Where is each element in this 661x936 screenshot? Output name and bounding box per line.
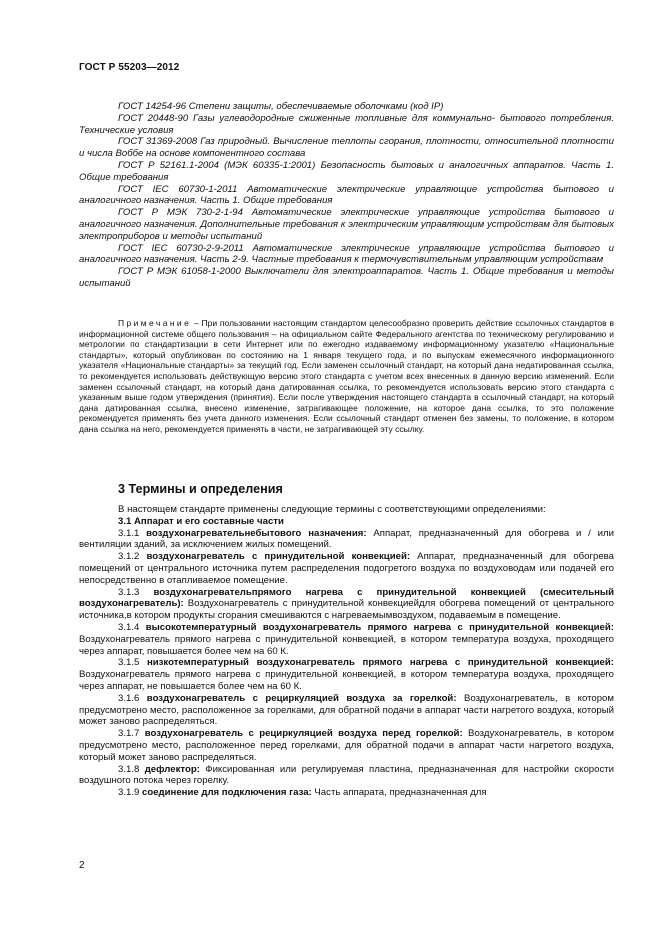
- term-name: воздухонагреватель с рециркуляцией воздуха перед горелкой:: [144, 728, 463, 740]
- term-definition: [79, 528, 614, 552]
- section-intro: В настоящем стандарте применены следующие термины с соответствующими определениями:: [118, 504, 546, 515]
- term-text: Воздухонагреватель, в котором предусмотрено место, расположенное перед горелками, для обратной подачи в аппарат части нагретого воздуха, который может заново распределяться.: [79, 728, 614, 763]
- term-number: 3.1.5: [118, 657, 147, 669]
- term-text: Аппарат, предназначенный для обогрева и / или вентиляции зданий, за исключением жилых помещений.: [79, 527, 614, 551]
- reference-item: ГОСТ Р 52161.1-2004 (МЭК 60335-1:2001) Безопасность бытовых и аналогичных аппаратов. Часть 1. Общие требования: [79, 159, 614, 183]
- term-definition: [79, 587, 614, 622]
- term-number: 3.1.3: [118, 586, 154, 598]
- reference-item: ГОСТ 20448-90 Газы углеводородные сжиженные топливные для коммунально- бытового потребления. Технические условия: [79, 112, 614, 136]
- note-label: Примечание: [118, 318, 192, 328]
- reference-item: ГОСТ IEC 60730-2-9-2011 Автоматические электрические управляющие устройства бытового и аналогичного назначения. Часть 2-9. Частные требования к термочувствительным управляющим устройствам: [79, 242, 614, 266]
- reference-item: ГОСТ Р МЭК 730-2-1-94 Автоматические электрические управляющие устройства бытового и аналогичного назначения. Дополнительные требования к электрическим управляющим устройствам для бытовых электроприборов и методы испытаний: [79, 207, 614, 242]
- term-text: Аппарат, предназначенный для обогрева помещений от центрального источника путем распределения подогретого воздуха по воздуховодам или подачей его непосредственно в отапливаемое помещение.: [79, 551, 614, 586]
- reference-item: ГОСТ 31369-2008 Газ природный. Вычисление теплоты сгорания, плотности, относительной плотности и числа Воббе на основе компонентного состава: [79, 136, 614, 160]
- section-title: 3 Термины и определения: [118, 482, 283, 496]
- term-name: воздухонагревательпрямого нагрева с принудительной конвекцией (смесительный воздухонагреватель):: [79, 586, 614, 610]
- reference-item: ГОСТ 14254-96 Степени защиты, обеспечиваемые оболочками (код IP): [118, 101, 444, 112]
- term-name: воздухонагреватель с рециркуляцией воздуха за горелкой:: [146, 692, 457, 704]
- term-text: Воздухонагреватель, в котором предусмотрено место, расположенное за горелками, для обратной подачи в аппарат части нагретого воздуха, который может заново распределяться.: [79, 692, 614, 728]
- term-text: Воздухонагреватель прямого нагрева с принудительной конвекцией, в котором температура воздуха, проходящего через аппарат, не повышается более чем на 60 К.: [79, 669, 614, 692]
- note-text: – При пользовании настоящим стандартом целесообразно проверить действие ссылочных стандартов в информационной системе общего пользования – на официальном сайте Федерального агентства по техническому регулированию и метрологии по стандартизации в сети Интернет или по ежегодно издаваемому информационному указателю «Национальные стандарты», который опубликован по состоянию на 1 января текущего года, и по выпускам ежемесячного информационного указателя «Национальные стандарты» за текущий год. Если заменен ссылочный стандарт, на который дана недатированная ссылка, то рекомендуется использовать действующую версию этого стандарта с учетом всех внесенных в данную версию изменений. Если заменен ссылочный стандарт, на который дана датированная ссылка, то рекомендуется использовать версию этого стандарта с указанным выше годом утверждения (принятия). Если после утверждения настоящего стандарта в ссылочный стандарт, на который дана датированная ссылка, внесено изменение, затрагивающее положение, на которое дана ссылка, то это положение рекомендуется применять без учета данного изменения. Если ссылочный стандарт отменен без замены, то положение, в котором дана ссылка на него, рекомендуется применять в части, не затрагивающей эту ссылку.: [79, 318, 614, 434]
- term-name: воздухонагреватель с принудительной конвекцией:: [146, 551, 411, 563]
- references-note: [79, 318, 614, 435]
- term-definition: [79, 551, 614, 586]
- reference-item: ГОСТ IEC 60730-1-2011 Автоматические электрические управляющие устройства бытового и аналогичного назначения. Часть 1. Общие требования: [79, 183, 614, 207]
- subsection-title: 3.1 Аппарат и его составные части: [118, 515, 284, 527]
- term-number: 3.1.1: [118, 527, 147, 539]
- term-text: Воздухонагреватель с принудительной конвекциейдля обогрева помещений от центрального источника,в котором продукты сгорания смешиваются с нагреваемымвоздухом, подаваемым в помещение.: [79, 598, 614, 622]
- term-number: 3.1.7: [118, 728, 145, 740]
- term-definition: [79, 764, 614, 788]
- term-name: дефлектор:: [144, 763, 200, 775]
- document-header: ГОСТ Р 55203—2012: [79, 62, 180, 73]
- term-number: 3.1.6: [118, 692, 147, 704]
- term-text: Часть аппарата, предназначенная для: [311, 787, 487, 799]
- term-number: 3.1.2: [118, 551, 147, 563]
- page-number: 2: [79, 860, 85, 871]
- term-definition: [79, 657, 614, 692]
- term-text: Фиксированная или регулируемая пластина, предназначенная для настройки скорости воздушного потока через горелку.: [79, 763, 614, 787]
- normative-references: [79, 101, 614, 290]
- term-name: высокотемпературный воздухонагреватель прямого нагрева с принудительной конвекцией:: [145, 621, 614, 633]
- term-text: Воздухонагреватель прямого нагрева с принудительной конвекцией, в котором температура воздуха, проходящего через аппарат, повышается более чем на 60 К.: [79, 633, 614, 657]
- term-name: низкотемпературный воздухонагреватель прямого нагрева с принудительной конвекцией:: [146, 657, 614, 669]
- term-name: воздухонагревательнебытового назначения:: [146, 527, 367, 539]
- term-definition: [79, 728, 614, 763]
- reference-item: ГОСТ Р МЭК 61058-1-2000 Выключатели для электроаппаратов. Часть 1. Общие требования и методы испытаний: [79, 266, 614, 289]
- section-body: [79, 504, 614, 799]
- term-definition: [79, 693, 614, 728]
- term-name: соединение для подключения газа:: [142, 787, 312, 799]
- term-number: 3.1.4: [118, 621, 146, 633]
- term-number: 3.1.8: [118, 763, 145, 775]
- term-number: 3.1.9: [118, 787, 143, 799]
- term-definition: [79, 787, 614, 799]
- term-definition: [79, 622, 614, 657]
